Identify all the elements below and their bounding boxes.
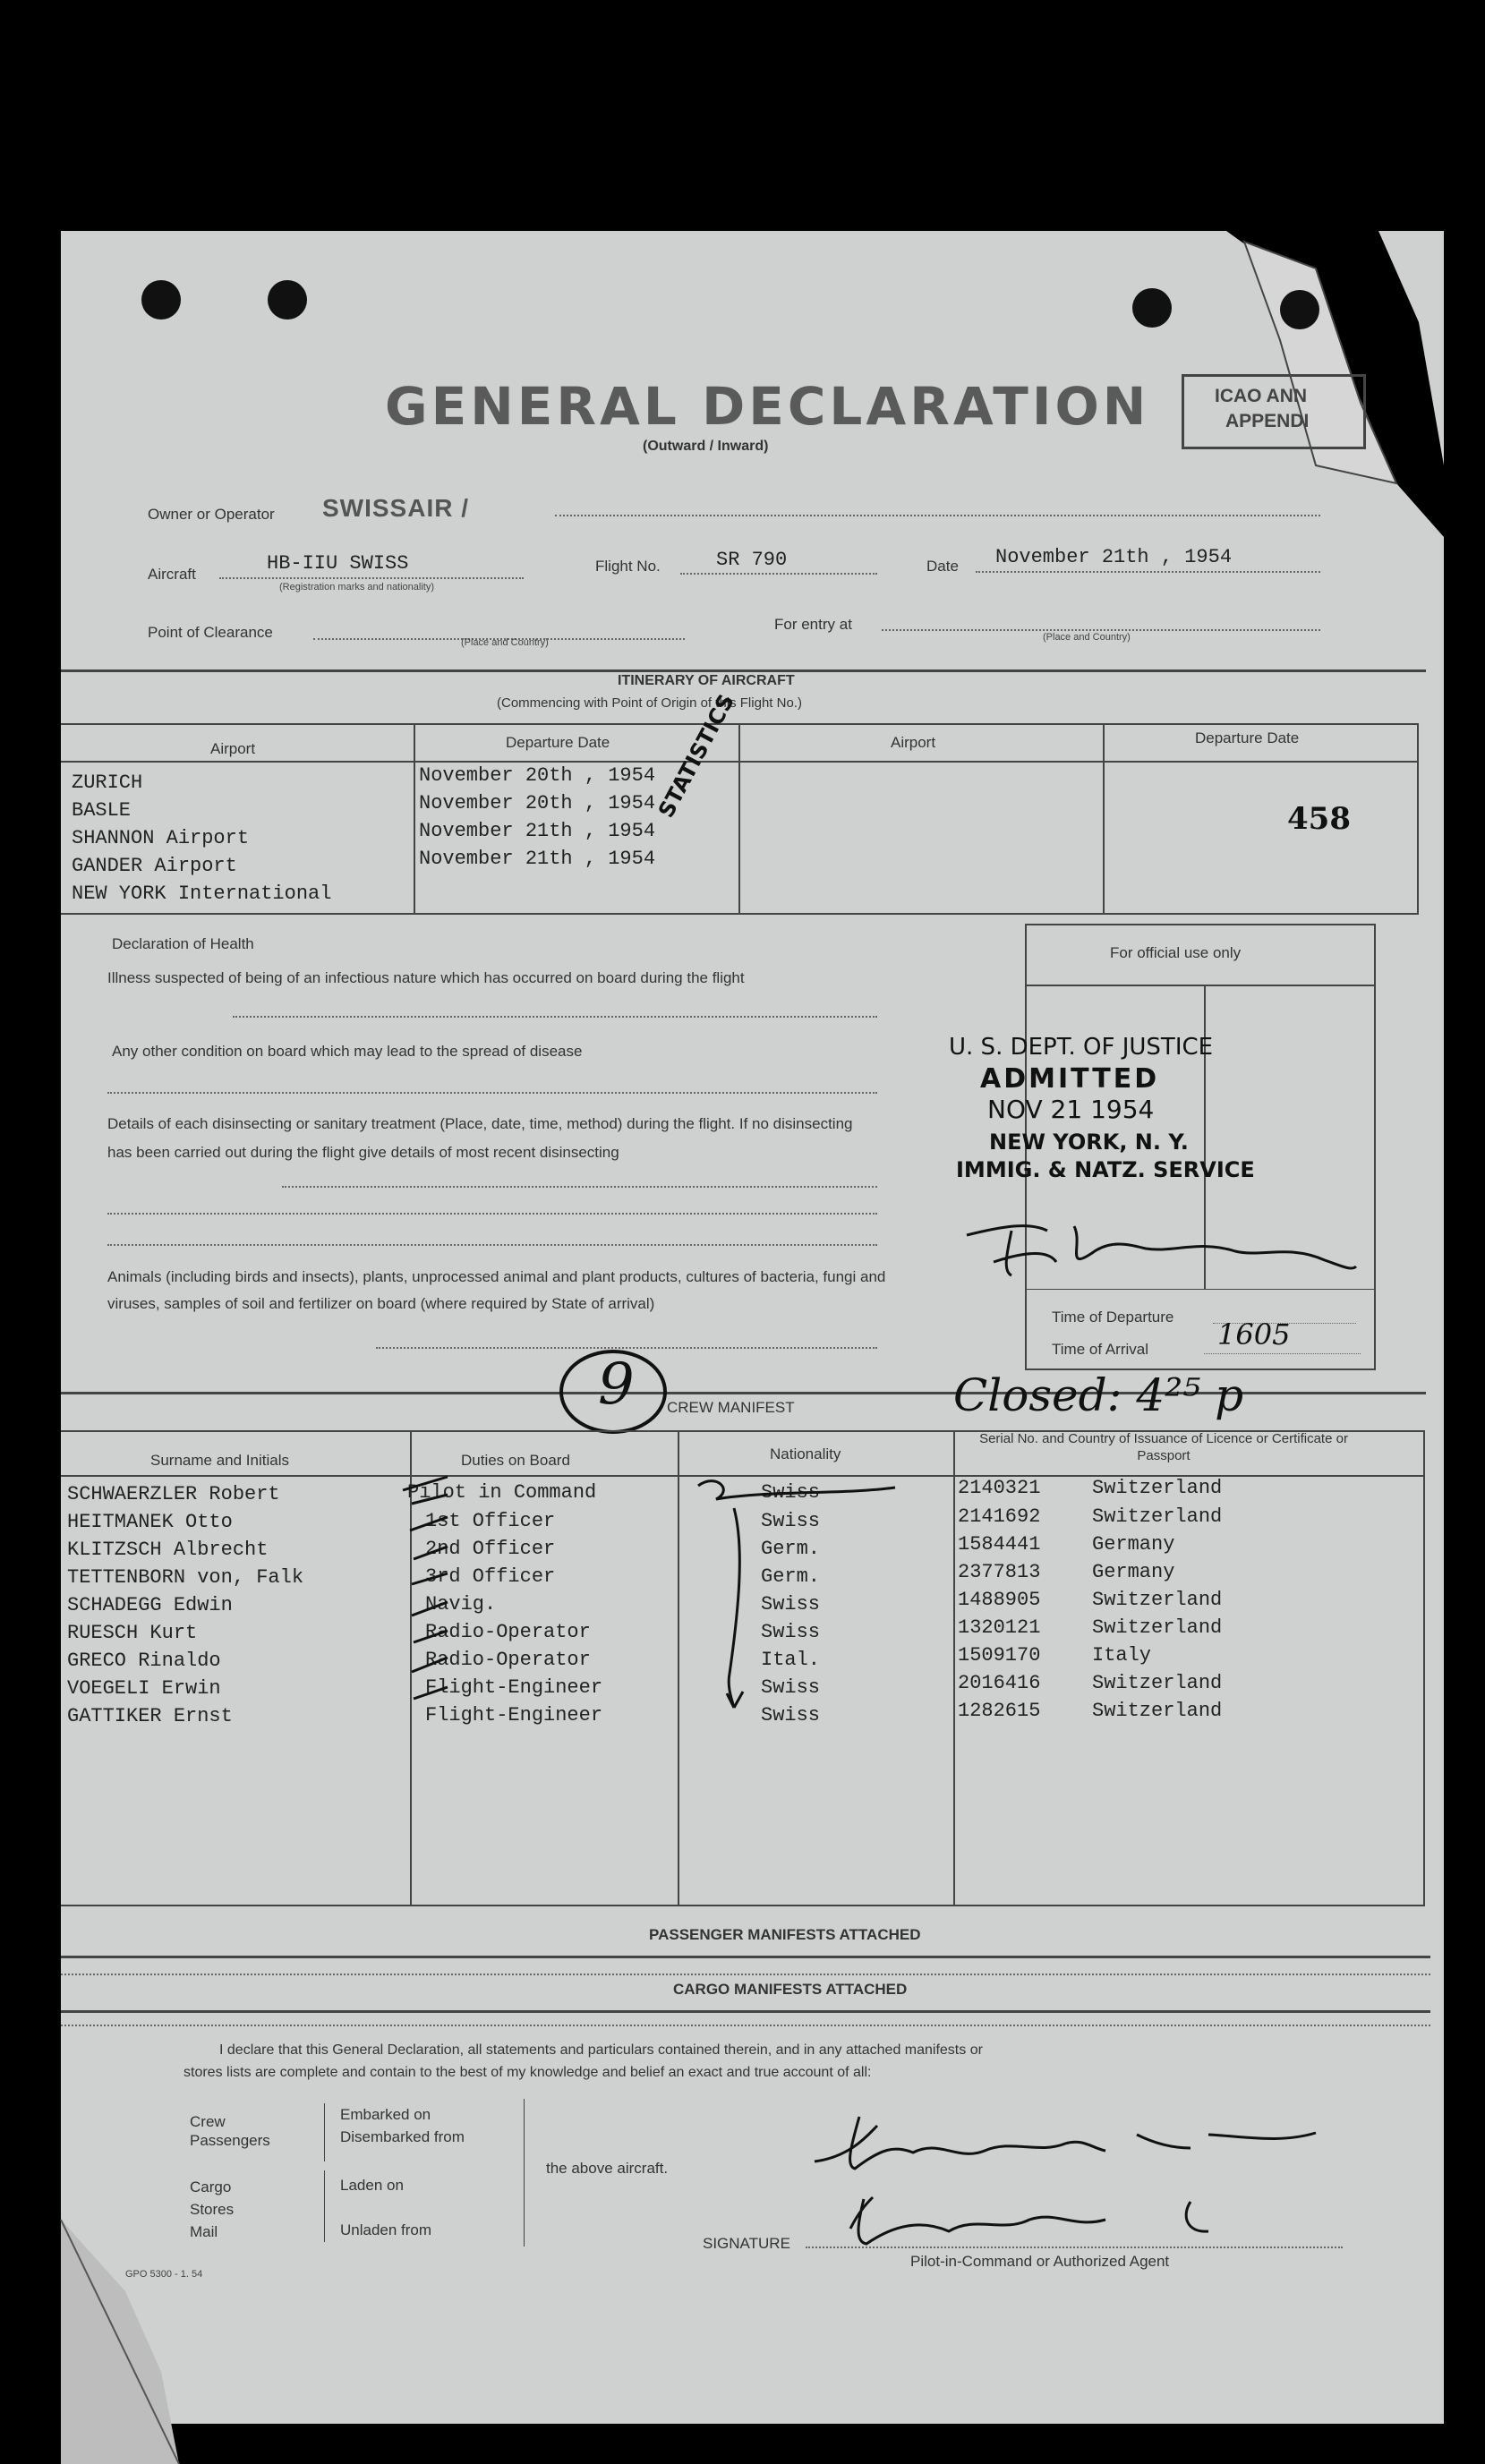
- punch-hole-left-2: [268, 280, 307, 320]
- official-times-rule: [1025, 1289, 1374, 1290]
- declaration-divider-2: [324, 2170, 325, 2242]
- itinerary-date: November 20th , 1954: [419, 792, 656, 814]
- entry-label: For entry at: [774, 616, 852, 633]
- entry-caption: (Place and Country): [1043, 632, 1131, 643]
- crew-duty: Navig.: [425, 1593, 497, 1616]
- crew-header-serial: Serial No. and Country of Issuance of Licence or Certificate or Passport: [979, 1431, 1348, 1463]
- crew-nationality: Swiss: [761, 1676, 821, 1699]
- declaration-disembarked: Disembarked from: [340, 2128, 465, 2145]
- aircraft-value: HB-IIU SWISS: [267, 552, 409, 575]
- crew-nationality: Swiss: [761, 1621, 821, 1643]
- admitted-stamp-line-1: U. S. DEPT. OF JUSTICE: [949, 1034, 1214, 1061]
- divider-passenger-dots: [61, 1974, 1430, 1975]
- crew-nationality: Ital.: [761, 1649, 821, 1671]
- crew-name: KLITZSCH Albrecht: [67, 1539, 269, 1561]
- crew-duty: Pilot in Command: [407, 1481, 597, 1504]
- crew-serial: 1509170: [958, 1644, 1041, 1667]
- crew-name: GATTIKER Ernst: [67, 1705, 233, 1727]
- page-number: 458: [1287, 801, 1351, 837]
- crew-name: GRECO Rinaldo: [67, 1650, 221, 1672]
- divider-itinerary-top: [61, 669, 1426, 672]
- health-q3: Details of each disinsecting or sanitary treatment (Place, date, time, method) during the flight. If no disinsecting has been carried out during the flight give details of most recent disinsecting: [107, 1115, 853, 1161]
- aircraft-line: [219, 577, 524, 579]
- arrival-time-value: 1605: [1217, 1317, 1291, 1351]
- crew-duty: 1st Officer: [425, 1510, 556, 1532]
- punch-hole-right-2: [1280, 290, 1319, 329]
- health-q3-line-3: [107, 1244, 877, 1246]
- icao-reference-box: [1182, 374, 1366, 449]
- declaration-divider-3: [524, 2099, 525, 2247]
- crew-name: TETTENBORN von, Falk: [67, 1566, 304, 1589]
- official-use-rule: [1025, 985, 1374, 986]
- statistics-stamp: STATISTICS: [653, 690, 739, 823]
- crew-country: Switzerland: [1092, 1672, 1223, 1694]
- itinerary-col-2: [738, 723, 740, 913]
- itinerary-airport: SHANNON Airport: [72, 827, 250, 849]
- itinerary-title: ITINERARY OF AIRCRAFT: [618, 673, 795, 688]
- owner-label: Owner or Operator: [148, 506, 275, 523]
- flight-line: [680, 573, 877, 575]
- circled-number: 9: [598, 1351, 635, 1418]
- health-q4: Animals (including birds and insects), plants, unprocessed animal and plant products, cultures of bacteria, fungi and viruses, samples of soil and fertilizer on board (where required by State of arrival): [107, 1268, 886, 1312]
- declaration-unladen: Unladen from: [340, 2221, 432, 2238]
- signer-caption: Pilot-in-Command or Authorized Agent: [910, 2253, 1170, 2270]
- admitted-stamp-line-3: NOV 21 1954: [987, 1095, 1155, 1124]
- crew-serial: 2377813: [958, 1561, 1041, 1583]
- itinerary-airport: ZURICH: [72, 772, 143, 794]
- date-label: Date: [926, 558, 959, 575]
- punch-hole-right: [1132, 288, 1172, 328]
- divider-passenger: [61, 1956, 1430, 1958]
- signature-label: SIGNATURE: [703, 2235, 790, 2252]
- health-q3-line-1: [282, 1186, 877, 1188]
- crew-duty: Radio-Operator: [425, 1621, 591, 1643]
- declaration-embarked: Embarked on: [340, 2106, 431, 2123]
- crew-name: SCHWAERZLER Robert: [67, 1483, 280, 1505]
- official-heading: For official use only: [1110, 944, 1242, 961]
- crew-serial: 2016416: [958, 1672, 1041, 1694]
- crew-header-nationality: Nationality: [770, 1445, 841, 1462]
- closed-note: Closed: 4²⁵ p: [953, 1369, 1244, 1421]
- crew-duty: 2nd Officer: [425, 1538, 556, 1560]
- itinerary-date: November 20th , 1954: [419, 764, 656, 787]
- arrival-time-line: [1204, 1353, 1361, 1354]
- icao-line-1: ICAO ANN: [1215, 386, 1308, 406]
- date-value: November 21th , 1954: [995, 546, 1233, 568]
- declaration-stores: Stores: [190, 2201, 235, 2218]
- aircraft-caption: (Registration marks and nationality): [279, 582, 435, 593]
- crew-nationality: Swiss: [761, 1704, 821, 1727]
- owner-line: [555, 515, 1320, 516]
- health-q3-line-2: [107, 1213, 877, 1215]
- crew-country: Switzerland: [1092, 1477, 1223, 1499]
- crew-serial: 1320121: [958, 1616, 1041, 1639]
- itinerary-header-airport-2: Airport: [891, 734, 936, 751]
- crew-nationality: Swiss: [761, 1593, 821, 1616]
- admitted-stamp-line-5: IMMIG. & NATZ. SERVICE: [956, 1157, 1255, 1182]
- aircraft-label: Aircraft: [148, 566, 196, 583]
- crew-name: HEITMANEK Otto: [67, 1511, 233, 1533]
- declaration-line-2: stores lists are complete and contain to the best of my knowledge and belief an exact and true account of all:: [183, 2065, 872, 2080]
- cargo-manifests: CARGO MANIFESTS ATTACHED: [673, 1981, 908, 1998]
- divider-cargo-dots: [61, 2025, 1430, 2026]
- admitted-stamp-line-4: NEW YORK, N. Y.: [989, 1130, 1189, 1155]
- crew-country: Switzerland: [1092, 1505, 1223, 1528]
- itinerary-airport: BASLE: [72, 799, 132, 822]
- itinerary-col-3: [1103, 723, 1105, 913]
- itinerary-header-airport-1: Airport: [210, 740, 256, 757]
- passenger-manifests: PASSENGER MANIFESTS ATTACHED: [649, 1926, 921, 1943]
- itinerary-header-date-2: Departure Date: [1195, 729, 1300, 746]
- health-q1-line: [233, 1016, 877, 1018]
- health-q2-line: [107, 1092, 877, 1094]
- declaration-laden: Laden on: [340, 2177, 404, 2194]
- crew-country: Italy: [1092, 1644, 1152, 1667]
- itinerary-date: November 21th , 1954: [419, 820, 656, 842]
- itinerary-airport: GANDER Airport: [72, 855, 237, 877]
- crew-title: CREW MANIFEST: [667, 1399, 795, 1416]
- crew-nationality: Swiss: [761, 1510, 821, 1532]
- crew-serial: 1282615: [958, 1700, 1041, 1722]
- arrival-time-label: Time of Arrival: [1052, 1341, 1149, 1358]
- crew-header-duties: Duties on Board: [461, 1452, 570, 1469]
- officer-signature: [949, 1190, 1370, 1289]
- signature-line: [806, 2247, 1343, 2248]
- crew-country: Switzerland: [1092, 1700, 1223, 1722]
- declaration-divider-1: [324, 2103, 325, 2161]
- crew-duty: Flight-Engineer: [425, 1704, 603, 1727]
- declaration-line-1: I declare that this General Declaration, all statements and particulars contained therein, and in any attached manifests or: [219, 2042, 983, 2058]
- health-q2: Any other condition on board which may lead to the spread of disease: [112, 1043, 583, 1060]
- crew-nationality: Swiss: [761, 1481, 821, 1504]
- crew-name: SCHADEGG Edwin: [67, 1594, 233, 1616]
- crew-nationality: Germ.: [761, 1565, 821, 1588]
- clearance-caption: (Place and Country): [461, 637, 549, 648]
- crew-check-marks: [394, 1468, 931, 1736]
- crew-name: VOEGELI Erwin: [67, 1677, 221, 1700]
- crew-header-name: Surname and Initials: [150, 1452, 289, 1469]
- crew-duty: 3rd Officer: [425, 1565, 556, 1588]
- crew-name: RUESCH Kurt: [67, 1622, 198, 1644]
- icao-line-2: APPENDI: [1225, 411, 1310, 431]
- admitted-stamp-line-2: ADMITTED: [980, 1063, 1160, 1095]
- itinerary-date: November 21th , 1954: [419, 848, 656, 870]
- form-code: GPO 5300 - 1. 54: [125, 2269, 203, 2280]
- crew-serial: 2140321: [958, 1477, 1041, 1499]
- declaration-cargo: Cargo: [190, 2178, 232, 2195]
- crew-nationality: Germ.: [761, 1538, 821, 1560]
- crew-country: Germany: [1092, 1561, 1175, 1583]
- health-heading: Declaration of Health: [112, 935, 254, 952]
- itinerary-subtitle: (Commencing with Point of Origin of this Flight No.): [497, 695, 802, 711]
- crew-serial: 1584441: [958, 1533, 1041, 1556]
- flight-value: SR 790: [716, 549, 788, 571]
- declaration-crew: Crew: [190, 2113, 226, 2130]
- crew-country: Switzerland: [1092, 1616, 1223, 1639]
- itinerary-airport: NEW YORK International: [72, 882, 332, 905]
- itinerary-col-1: [414, 723, 415, 913]
- declaration-passengers: Passengers: [190, 2132, 270, 2149]
- flight-label: Flight No.: [595, 558, 661, 575]
- date-line: [976, 571, 1320, 573]
- form-subtitle: (Outward / Inward): [643, 439, 769, 454]
- form-title: GENERAL DECLARATION: [385, 376, 1150, 437]
- clearance-label: Point of Clearance: [148, 624, 273, 641]
- crew-duty: Flight-Engineer: [425, 1676, 603, 1699]
- crew-country: Germany: [1092, 1533, 1175, 1556]
- crew-country: Switzerland: [1092, 1589, 1223, 1611]
- punch-hole-left: [141, 280, 181, 320]
- owner-value: SWISSAIR /: [322, 494, 470, 522]
- declaration-aircraft-text: the above aircraft.: [546, 2160, 669, 2177]
- crew-serial: 2141692: [958, 1505, 1041, 1528]
- divider-cargo: [61, 2010, 1430, 2013]
- departure-time-label: Time of Departure: [1052, 1309, 1174, 1326]
- entry-line: [882, 629, 1320, 631]
- health-q1: Illness suspected of being of an infectious nature which has occurred on board during the flight: [107, 969, 745, 986]
- itinerary-header-date-1: Departure Date: [506, 734, 610, 751]
- crew-duty: Radio-Operator: [425, 1649, 591, 1671]
- crew-col-3: [953, 1430, 955, 1905]
- crew-serial: 1488905: [958, 1589, 1041, 1611]
- declaration-mail: Mail: [190, 2223, 218, 2240]
- pilot-signatures: [797, 2099, 1405, 2278]
